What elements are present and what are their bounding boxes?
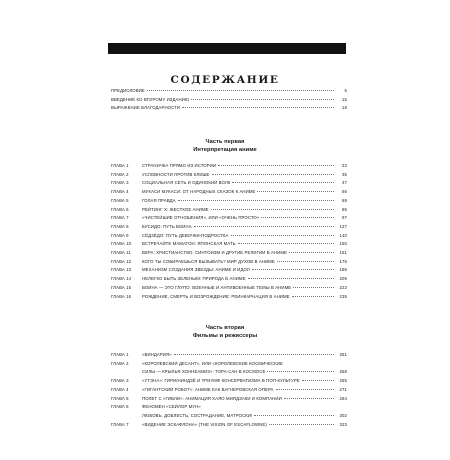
chapter-number: ГЛАВА 7	[111, 421, 129, 427]
dot-leader	[267, 371, 334, 372]
entry-title: КОГО ТЫ СОБИРАЕШЬСЯ ВЫЗЫВАТЬ? МИР ДУХОВ В АНИМЕ	[142, 258, 275, 264]
page-number: 47	[342, 180, 347, 186]
toc-entry	[111, 404, 347, 409]
toc-entry	[111, 276, 347, 281]
toc-entry	[111, 285, 347, 290]
dot-leader	[257, 191, 334, 192]
page-number: 302	[339, 412, 347, 418]
toc-entry	[111, 361, 347, 366]
toc-entry	[111, 163, 347, 168]
page-number: 284	[339, 395, 347, 401]
dot-leader	[254, 415, 334, 416]
dot-leader	[277, 261, 334, 262]
dot-leader	[276, 389, 334, 390]
dot-leader	[147, 90, 334, 91]
header-bar	[108, 43, 346, 54]
toc-entry	[111, 387, 347, 392]
chapter-number: ГЛАВА 2	[111, 360, 129, 366]
entry-title: ФЕНОМЕН «СЕЙЛОР МУН»	[142, 404, 201, 410]
toc-entry	[111, 207, 347, 212]
dot-leader	[211, 209, 334, 210]
toc-entry	[111, 422, 347, 427]
chapter-number: ГЛАВА 1	[111, 352, 129, 357]
toc-entry	[111, 224, 347, 229]
page-number: 258	[339, 369, 347, 375]
page-number: 235	[339, 293, 347, 299]
dot-leader	[178, 200, 334, 201]
dot-leader	[269, 424, 334, 425]
entry-title: СЁДЗЁДО: ПУТЬ ДЕВОЧКИ-ПОДРОСТКА	[142, 232, 229, 238]
toc-entry	[111, 189, 347, 194]
page-number: 209	[339, 276, 347, 282]
page-number: 85	[342, 206, 347, 212]
chapter-number: ГЛАВА 15	[111, 284, 132, 290]
toc-entry	[111, 233, 347, 238]
entry-title: ВСТРЕЧАЙТЕ МАМАГОН: ЯПОНСКАЯ МАТЬ	[142, 241, 236, 247]
dot-leader	[248, 278, 334, 279]
part1-label: Часть первая	[205, 139, 245, 145]
chapter-number: ГЛАВА 4	[111, 189, 129, 195]
page-number: 15	[342, 96, 347, 102]
entry-title: «ВИНДАРИЯ»	[142, 352, 172, 357]
page-number: 140	[339, 232, 347, 238]
entry-title: «КОРОЛЕВСКИЙ ДЕСАНТ», ИЛИ «КОРОЛЕВСКИЕ КОСМИЧЕСКИЕ	[142, 360, 284, 366]
page-number: 150	[339, 241, 347, 247]
page-number: 69	[342, 197, 347, 203]
chapter-number: ГЛАВА 9	[111, 232, 129, 238]
dot-leader	[302, 380, 334, 381]
chapter-number: ГЛАВА 3	[111, 180, 129, 186]
entry-title: ВЕРА: ХРИСТИАНСТВО, СИНТОИЗМ И ДРУГИЕ РЕЛИГИИ В АНИМЕ	[142, 250, 287, 255]
toc-entry	[111, 198, 347, 203]
chapter-number: ГЛАВА 11	[111, 250, 131, 255]
entry-title: МЕХАНИЗМ СОЗДАНИЯ ЗВЕЗДЫ: АНИМЕ И ИДОЛ	[142, 267, 250, 273]
entry-title: ВОЙНА — ЭТО ГЛУПО: ВОЕННЫЕ И АНТИВОЕННЫЕ ТЕМЫ В АНИМЕ	[142, 284, 292, 290]
chapter-number: ГЛАВА 2	[111, 171, 129, 177]
chapter-number: ГЛАВА 16	[111, 293, 132, 299]
chapter-number: ГЛАВА 4	[111, 386, 129, 392]
page-number: 56	[342, 189, 347, 195]
chapter-number: ГЛАВА 5	[111, 395, 129, 401]
entry-title: ЛЮБОВЬ, ДОБЛЕСТЬ, СОСТРАДАНИЕ, МАТРОСКИ!	[142, 412, 253, 418]
dot-leader	[261, 217, 334, 218]
toc-entry	[111, 180, 347, 185]
toc-entry	[111, 97, 347, 102]
dot-leader	[218, 165, 334, 166]
chapter-number: ГЛАВА 8	[111, 223, 129, 229]
page-number: 35	[342, 171, 347, 177]
page-number: 18	[342, 105, 347, 111]
page-title: СОДЕРЖАНИЕ	[170, 74, 280, 86]
entry-title: ВЫРАЖЕНИЕ БЛАГОДАРНОСТИ	[111, 105, 181, 111]
page-number: 185	[339, 267, 347, 273]
part2-label: Часть вторая	[205, 325, 245, 331]
entry-title: СИЛЫ — КРЫЛЬЯ ХОННЕАМИЗ»: ТОРА-САН В КОСМОСЕ	[142, 369, 266, 375]
dot-leader	[289, 252, 334, 253]
dot-leader	[194, 226, 334, 227]
entry-title: «ЧИСТЕЙШИЕ ОТНОШЕНИЯ», ИЛИ «ОЧЕНЬ ПРОСТО»	[142, 215, 260, 221]
entry-title: «ГИГАНТСКИЙ РОБОТ»: АНИМЕ КАК ВАГНЕРОВСКАЯ ОПЕРА	[142, 386, 274, 392]
entry-title: «ВИДЕНИЕ ЭСКАФЛОНА» (THE VISION OF ESCAFLOWNE)	[142, 421, 267, 427]
entry-title: МУКАСИ МУКАСИ: ОТ НАРОДНЫХ СКАЗОК К АНИМЕ	[142, 189, 256, 195]
page-number: 323	[339, 421, 347, 427]
chapter-number: ГЛАВА 14	[111, 276, 132, 282]
toc-entry	[111, 352, 347, 357]
part1-name: Интерпретация аниме	[193, 147, 257, 153]
chapter-number: ГЛАВА 5	[111, 197, 129, 203]
toc-entry	[111, 378, 347, 383]
toc-entry	[111, 215, 347, 220]
page-number: 271	[339, 386, 347, 392]
chapter-number: ГЛАВА 13	[111, 267, 132, 273]
chapter-number: ГЛАВА 6	[111, 206, 129, 212]
toc-entry	[111, 413, 347, 418]
dot-leader	[231, 235, 335, 236]
toc-entry	[111, 267, 347, 272]
entry-title: УСЛОВНОСТИ ПРОТИВ КЛИШЕ	[142, 171, 210, 177]
page-number: 265	[339, 378, 347, 384]
page-number: 127	[339, 223, 347, 229]
toc-entry	[111, 172, 347, 177]
toc-entry	[111, 250, 347, 255]
chapter-number: ГЛАВА 6	[111, 404, 129, 410]
page-number: 175	[339, 258, 347, 264]
page-number: 5	[344, 88, 347, 93]
page-number: 251	[339, 352, 347, 357]
toc-entry	[111, 396, 347, 401]
toc-entry	[111, 88, 347, 93]
page-number: 23	[342, 163, 347, 168]
entry-title: ПРЕДИСЛОВИЕ	[111, 88, 145, 93]
entry-title: ГОЛАЯ ПРАВДА	[142, 197, 176, 203]
toc-entry	[111, 241, 347, 246]
chapter-number: ГЛАВА 3	[111, 378, 129, 384]
dot-leader	[292, 296, 334, 297]
dot-leader	[174, 354, 334, 355]
entry-title: БУСИДО: ПУТЬ ВОИНА	[142, 223, 192, 229]
dot-leader	[232, 182, 334, 183]
dot-leader	[238, 243, 334, 244]
toc-entry	[111, 369, 347, 374]
toc-entry	[111, 259, 347, 264]
chapter-number: ГЛАВА 10	[111, 241, 132, 247]
entry-title: «УТЭНА»: ГИРИ/НИНДЗЁ И ТРИУМФ КОНСЕРВАТИЗМА В ПОП-КУЛЬТУРЕ	[142, 378, 300, 384]
entry-title: СТРАНИЧКА ПРЯМО ИЗ ИСТОРИИ	[142, 163, 217, 168]
toc-entry	[111, 294, 347, 299]
entry-title: РОЖДЕНИЕ, СМЕРТЬ И ВОЗРОЖДЕНИЕ: РЕИНКАРНАЦИЯ В АНИМЕ	[142, 293, 290, 299]
dot-leader	[284, 398, 334, 399]
dot-leader	[293, 287, 334, 288]
chapter-number: ГЛАВА 12	[111, 258, 132, 264]
dot-leader	[191, 99, 334, 100]
page-number: 97	[342, 215, 347, 221]
chapter-number: ГЛАВА 1	[111, 163, 129, 168]
dot-leader	[182, 107, 334, 108]
chapter-number: ГЛАВА 7	[111, 215, 129, 221]
entry-title: СОЦИАЛЬНАЯ СЕТЬ И ОДИНОКИЙ ВОЛК	[142, 180, 231, 186]
toc-entry	[111, 105, 347, 110]
page-number: 223	[339, 284, 347, 290]
entry-title: НЕЛЕГКО БЫТЬ ЗЕЛЕНЫМ: ПРИРОДА В АНИМЕ	[142, 276, 246, 282]
page-number: 161	[339, 250, 347, 255]
part2-name: Фильмы и режиссеры	[192, 333, 258, 339]
entry-title: РЕЙТИНГ X: ЖЕСТКОЕ АНИМЕ	[142, 206, 209, 212]
dot-leader	[212, 174, 334, 175]
entry-title: ВВЕДЕНИЕ КО ВТОРОМУ ИЗДАНИЮ	[111, 96, 190, 102]
dot-leader	[252, 269, 334, 270]
entry-title: ПОЛЕТ С «ГИБЛИ»: АНИМАЦИЯ ХАЯО МИЯДЗАКИ И КОМПАНИИ	[142, 395, 282, 401]
